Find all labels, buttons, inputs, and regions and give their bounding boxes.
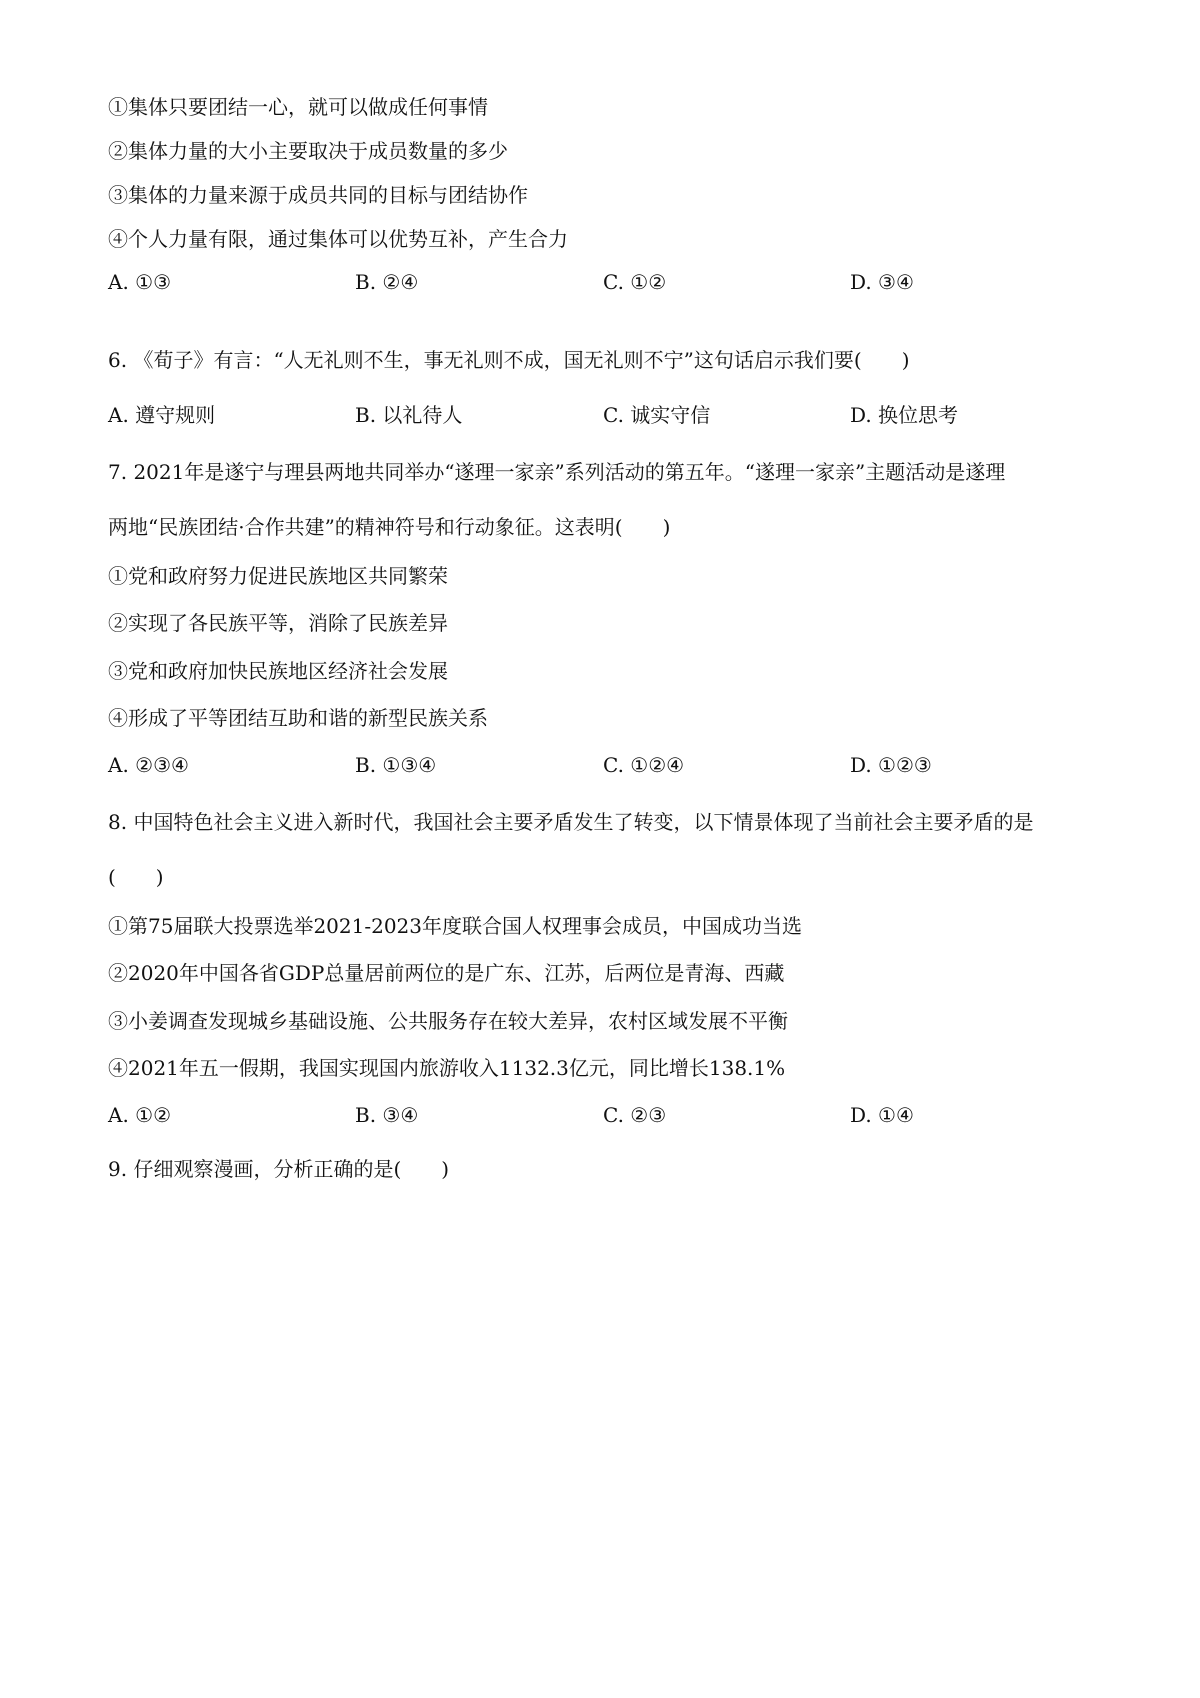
q6-stem: 6. 《荀子》有言：“人无礼则不生，事无礼则不成，国无礼则不宁”这句话启示我们要( ): [108, 348, 910, 372]
q7-statement-4: ④形成了平等团结互助和谐的新型民族关系: [108, 706, 488, 730]
q7-statement-1: ①党和政府努力促进民族地区共同繁荣: [108, 564, 448, 588]
q7-option-d: D. ①②③: [850, 753, 932, 777]
q7-option-b: B. ①③④: [355, 753, 437, 777]
q7-option-c: C. ①②④: [603, 753, 685, 777]
q7-statement-2: ②实现了各民族平等，消除了民族差异: [108, 611, 448, 635]
q8-statement-4: ④2021年五一假期，我国实现国内旅游收入1132.3亿元，同比增长138.1%: [108, 1056, 786, 1080]
q7-stem-line-1: 7. 2021年是遂宁与理县两地共同举办“遂理一家亲”系列活动的第五年。“遂理一家亲”主题活动是遂理: [108, 460, 1006, 484]
q5-option-a: A. ①③: [108, 270, 172, 294]
q8-option-d: D. ①④: [850, 1103, 914, 1127]
q9-stem: 9. 仔细观察漫画，分析正确的是( ): [108, 1157, 450, 1181]
q8-statement-2: ②2020年中国各省GDP总量居前两位的是广东、江苏，后两位是青海、西藏: [108, 961, 785, 985]
q6-option-b: B. 以礼待人: [355, 403, 463, 427]
q5-option-b: B. ②④: [355, 270, 419, 294]
q8-statement-3: ③小姜调查发现城乡基础设施、公共服务存在较大差异，农村区域发展不平衡: [108, 1009, 788, 1033]
q8-stem-line-2: ( ): [108, 865, 164, 889]
q6-option-d: D. 换位思考: [850, 403, 959, 427]
q7-statement-3: ③党和政府加快民族地区经济社会发展: [108, 659, 448, 683]
q5-statement-4: ④个人力量有限，通过集体可以优势互补，产生合力: [108, 227, 568, 251]
q8-option-b: B. ③④: [355, 1103, 419, 1127]
q8-stem-line-1: 8. 中国特色社会主义进入新时代，我国社会主要矛盾发生了转变，以下情景体现了当前社会主要矛盾的是: [108, 810, 1034, 834]
q5-option-c: C. ①②: [603, 270, 667, 294]
q5-statement-2: ②集体力量的大小主要取决于成员数量的多少: [108, 139, 508, 163]
q8-option-c: C. ②③: [603, 1103, 667, 1127]
q8-option-a: A. ①②: [108, 1103, 172, 1127]
q5-statement-1: ①集体只要团结一心，就可以做成任何事情: [108, 95, 488, 119]
q6-option-a: A. 遵守规则: [108, 403, 216, 427]
q5-option-d: D. ③④: [850, 270, 914, 294]
q7-option-a: A. ②③④: [108, 753, 189, 777]
q7-stem-line-2: 两地“民族团结·合作共建”的精神符号和行动象征。这表明( ): [108, 515, 671, 539]
q6-option-c: C. 诚实守信: [603, 403, 711, 427]
q8-statement-1: ①第75届联大投票选举2021-2023年度联合国人权理事会成员，中国成功当选: [108, 914, 803, 938]
q5-statement-3: ③集体的力量来源于成员共同的目标与团结协作: [108, 183, 528, 207]
